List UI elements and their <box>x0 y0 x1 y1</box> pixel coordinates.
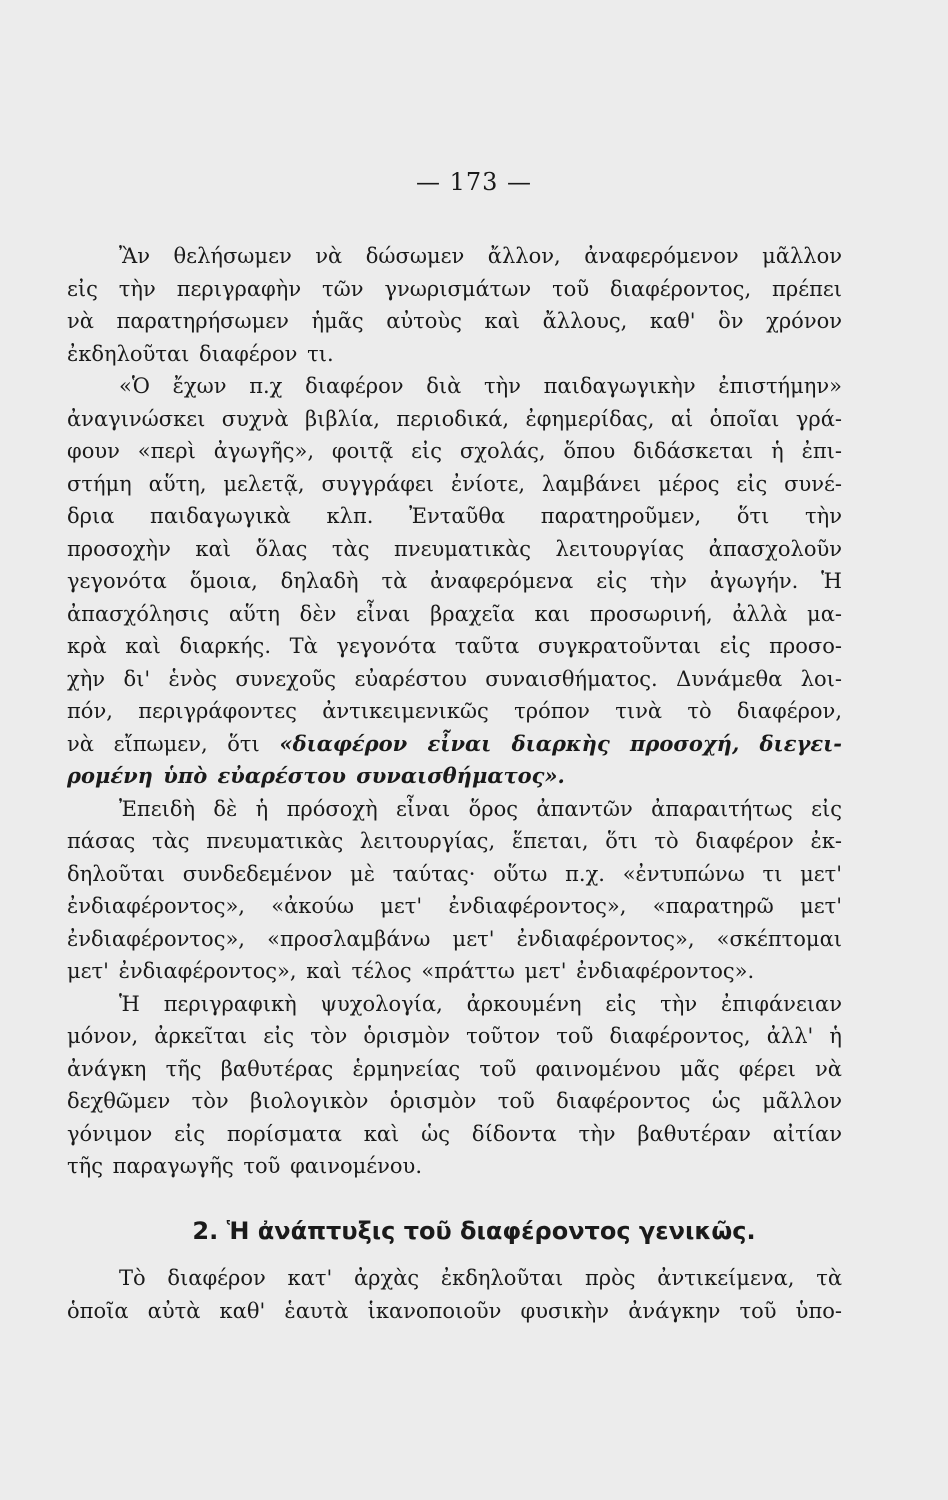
text-line: δεχθῶμεν τὸν βιολογικὸν ὁρισμὸν τοῦ διαφέροντος ὡς μᾶλλον <box>67 1089 842 1113</box>
text-line: «Ὁ ἔχων π.χ διαφέρον διὰ τὴν παιδαγωγικὴν ἐπιστήμην» <box>119 374 842 398</box>
text-line: τῆς παραγωγῆς τοῦ φαινομένου. <box>67 1154 422 1178</box>
body-text <box>67 240 842 1183</box>
text-line: μετ' ἐνδιαφέροντος», καὶ τέλος «πράττω μετ' ἐνδιαφέροντος». <box>67 959 755 983</box>
text-line: ὁποῖα αὐτὰ καθ' ἑαυτὰ ἱκανοποιοῦν φυσικὴν ἀνάγκην τοῦ ὑπο- <box>67 1298 842 1323</box>
text-line: Τὸ διαφέρον κατ' ἀρχὰς ἐκδηλοῦται πρὸς ἀντικείμενα, τὰ <box>119 1266 842 1290</box>
text-line: κρὰ καὶ διαρκής. Τὰ γεγονότα ταῦτα συγκρατοῦνται εἰς προσο- <box>67 634 842 658</box>
text-line: ἐνδιαφέροντος», «προσλαμβάνω μετ' ἐνδιαφέροντος», «σκέπτομαι <box>67 926 842 951</box>
text-line: ἐνδιαφέροντος», «ἀκούω μετ' ἐνδιαφέροντος», «παρατηρῶ μετ' <box>67 894 842 918</box>
text-line: στήμη αὕτη, μελετᾷ, συγγράφει ἐνίοτε, λαμβάνει μέρος εἰς συνέ- <box>67 471 842 496</box>
text-line: νὰ παρατηρήσωμεν ἡμᾶς αὐτοὺς καὶ ἄλλους, καθ' ὃν χρόνον <box>67 309 842 333</box>
text-line: Ἐπειδὴ δὲ ἡ πρόσοχὴ εἶναι ὅρος ἀπαντῶν ἀπαραιτήτως εἰς <box>119 796 842 821</box>
text-line: εἰς τὴν περιγραφὴν τῶν γνωρισμάτων τοῦ διαφέροντος, πρέπει <box>67 276 842 301</box>
text-line: πάσας τὰς πνευματικὰς λειτουργίας, ἕπεται, ὅτι τὸ διαφέρον ἐκ- <box>67 829 842 853</box>
definition-prefix: νὰ εἴπωμεν, ὅτι <box>67 731 280 756</box>
definition-emphasis: «διαφέρον εἶναι διαρκὴς προσοχή, διεγει- <box>279 730 842 756</box>
text-line: δρια παιδαγωγικὰ κλπ. Ἐνταῦθα παρατηροῦμεν, ὅτι τὴν <box>67 504 842 528</box>
text-line-definition-end: ρομένη ὑπὸ εὐαρέστου συναισθήματος». <box>67 763 565 788</box>
text-line: Ἂν θελήσωμεν νὰ δώσωμεν ἄλλον, ἀναφερόμενον μᾶλλον <box>119 244 842 268</box>
section-body-text <box>67 1262 842 1327</box>
text-line: χὴν δι' ἑνὸς συνεχοῦς εὐαρέστου συναισθήματος. Δυνάμεθα λοι- <box>67 666 842 691</box>
text-line: ἀπασχόλησις αὕτη δὲν εἶναι βραχεῖα και προσωρινή, ἀλλὰ μα- <box>67 601 842 626</box>
text-line: προσοχὴν καὶ ὅλας τὰς πνευματικὰς λειτουργίας ἀπασχολοῦν <box>67 536 842 561</box>
section-heading: 2. Ἡ ἀνάπτυξις τοῦ διαφέροντος γενικῶς. <box>192 1217 756 1245</box>
text-line: πόν, περιγράφοντες ἀντικειμενικῶς τρόπον τινὰ τὸ διαφέρον, <box>67 699 842 723</box>
text-line: ἀνάγκη τῆς βαθυτέρας ἑρμηνείας τοῦ φαινομένου μᾶς φέρει νὰ <box>67 1056 842 1081</box>
page-number: — 173 — <box>415 168 533 196</box>
text-line: δηλοῦται συνδεδεμένον μὲ ταύτας· οὕτω π.χ. «ἐντυπώνω τι μετ' <box>67 861 842 886</box>
text-line: γόνιμον εἰς πορίσματα καὶ ὡς δίδοντα τὴν βαθυτέραν αἰτίαν <box>67 1121 842 1146</box>
text-line: φουν «περὶ ἀγωγῆς», φοιτᾷ εἰς σχολάς, ὅπου διδάσκεται ἡ ἐπι- <box>67 439 842 463</box>
text-line: μόνον, ἀρκεῖται εἰς τὸν ὁρισμὸν τοῦτον τοῦ διαφέροντος, ἀλλ' ἡ <box>67 1024 842 1048</box>
text-line: Ἡ περιγραφικὴ ψυχολογία, ἀρκουμένη εἰς τὴν ἐπιφάνειαν <box>119 991 842 1016</box>
text-line-definition <box>67 728 842 761</box>
text-line: γεγονότα ὅμοια, δηλαδὴ τὰ ἀναφερόμενα εἰς τὴν ἀγωγήν. Ἡ <box>67 569 842 593</box>
text-line: ἀναγινώσκει συχνὰ βιβλία, περιοδικά, ἐφημερίδας, αἱ ὁποῖαι γρά- <box>67 406 842 431</box>
text-line: ἐκδηλοῦται διαφέρον τι. <box>67 341 334 366</box>
